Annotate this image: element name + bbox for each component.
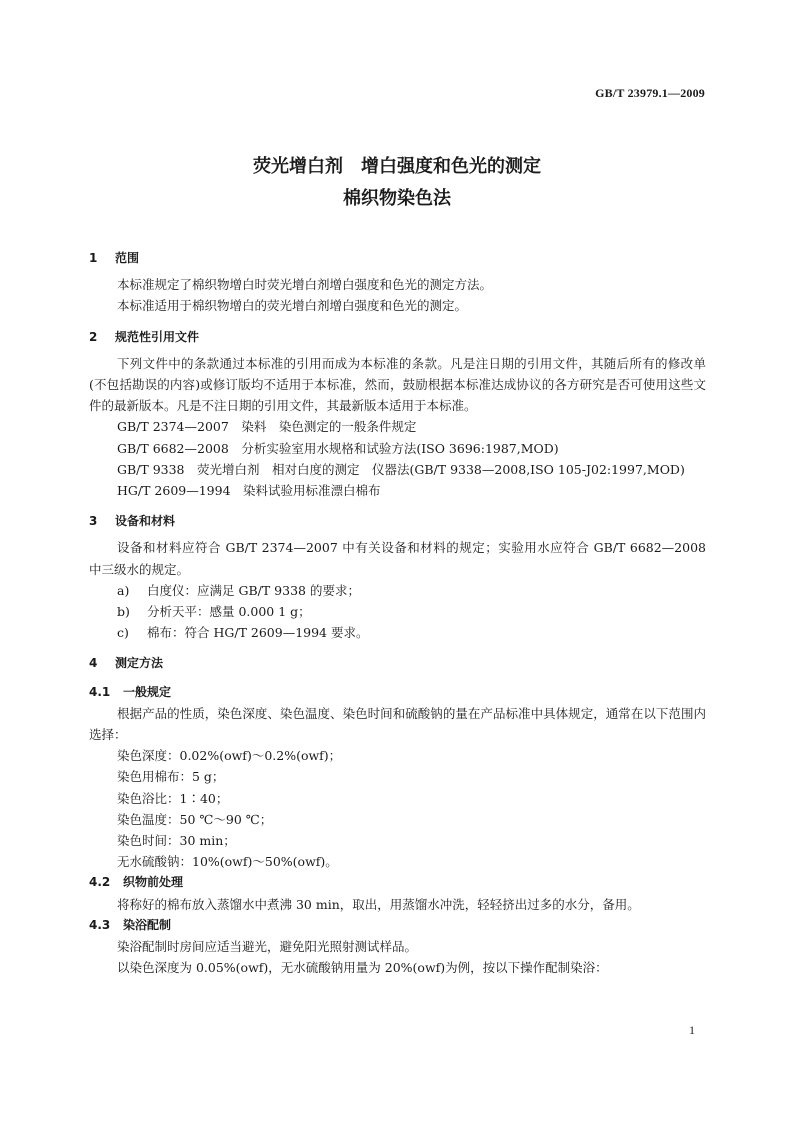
section-number: 1 xyxy=(89,251,98,265)
section-title: 染浴配制 xyxy=(123,917,172,932)
section-title: 织物前处理 xyxy=(123,875,184,890)
reference-item: HG/T 2609—1994 染料试验用标准漂白棉布 xyxy=(117,483,381,499)
section-title: 一般规定 xyxy=(123,684,172,699)
section-number: 2 xyxy=(89,329,98,344)
paragraph: 染浴配制时房间应适当避光，避免阳光照射测试样品。 xyxy=(117,939,418,955)
section-title: 设备和材料 xyxy=(115,514,176,529)
paragraph: 设备和材料应符合 GB/T 2374—2007 中有关设备和材料的规定；实验用水应符合 GB/T 6682—2008 中三级水的规定。 xyxy=(89,540,706,577)
list-text: 分析天平：感量 0.000 1 g； xyxy=(147,604,311,620)
section-4-3-heading xyxy=(89,915,706,936)
section-number: 4.2 xyxy=(89,875,111,890)
list-marker: a) xyxy=(117,582,130,598)
paragraph: 下列文件中的条款通过本标准的引用而成为本标准的条款。凡是注日期的引用文件，其随后所有的修改单(不包括勘误的内容)或修订版均不适用于本标准，然而，鼓励根据本标准达成协议的各方研究是否可使用这些文件的最新版本。凡是不注日期的引用文件，其最新版本适用于本标准。 xyxy=(89,355,706,414)
list-text: 白度仪：应满足 GB/T 9338 的要求； xyxy=(147,582,360,598)
spec-line: 染色深度：0.02%(owf)～0.2%(owf)； xyxy=(117,748,342,764)
section-title: 测定方法 xyxy=(115,656,164,671)
list-marker: c) xyxy=(117,625,129,641)
paragraph: 以染色深度为 0.05%(owf)，无水硫酸钠用量为 20%(owf)为例，按以下操作配制染浴： xyxy=(117,960,608,976)
spec-line: 染色温度：50 ℃～90 ℃； xyxy=(117,811,273,827)
reference-item: GB/T 9338 荧光增白剂 相对白度的测定 仪器法(GB/T 9338—2008,ISO 105-J02:1997,MOD) xyxy=(117,461,685,477)
section-number: 4.3 xyxy=(89,917,111,932)
section-title: 范围 xyxy=(115,251,140,265)
reference-item: GB/T 6682—2008 分析实验室用水规格和试验方法(ISO 3696:1987,MOD) xyxy=(117,440,559,456)
standard-code: GB/T 23979.1—2009 xyxy=(595,86,705,100)
spec-line: 染色用棉布：5 g； xyxy=(117,769,225,785)
spec-line: 染色时间：30 min； xyxy=(117,833,236,849)
document-subtitle: 棉织物染色法 xyxy=(343,188,451,209)
section-3-heading xyxy=(89,511,706,532)
section-4-1-heading xyxy=(89,682,706,703)
section-4-heading xyxy=(89,653,706,674)
list-item xyxy=(89,601,706,622)
section-number: 4 xyxy=(89,656,98,671)
paragraph: 将称好的棉布放入蒸馏水中煮沸 30 min，取出，用蒸馏水冲洗，轻轻挤出过多的水分，备用。 xyxy=(117,896,640,912)
reference-item: GB/T 2374—2007 染料 染色测定的一般条件规定 xyxy=(117,419,417,435)
section-number: 3 xyxy=(89,514,98,529)
document-title: 荧光增白剂 增白强度和色光的测定 xyxy=(253,156,541,177)
section-title: 规范性引用文件 xyxy=(115,329,200,344)
section-4-2-heading xyxy=(89,872,706,893)
spec-line: 染色浴比：1∶40； xyxy=(117,790,229,806)
page-number: 1 xyxy=(689,1023,695,1037)
document-body xyxy=(89,248,706,979)
section-1-heading xyxy=(89,248,706,269)
list-item xyxy=(89,622,706,643)
list-marker: b) xyxy=(117,604,130,620)
section-number: 4.1 xyxy=(89,684,111,699)
paragraph: 本标准适用于棉织物增白的荧光增白剂增白强度和色光的测定。 xyxy=(117,298,468,314)
list-text: 棉布：符合 HG/T 2609—1994 要求。 xyxy=(147,625,369,641)
section-2-heading xyxy=(89,327,706,348)
spec-line: 无水硫酸钠：10%(owf)～50%(owf)。 xyxy=(117,854,338,870)
list-item xyxy=(89,580,706,601)
paragraph: 本标准规定了棉织物增白时荧光增白剂增白强度和色光的测定方法。 xyxy=(117,277,493,293)
paragraph: 根据产品的性质，染色深度、染色温度、染色时间和硫酸钠的量在产品标准中具体规定，通常在以下范围内选择： xyxy=(89,705,706,743)
